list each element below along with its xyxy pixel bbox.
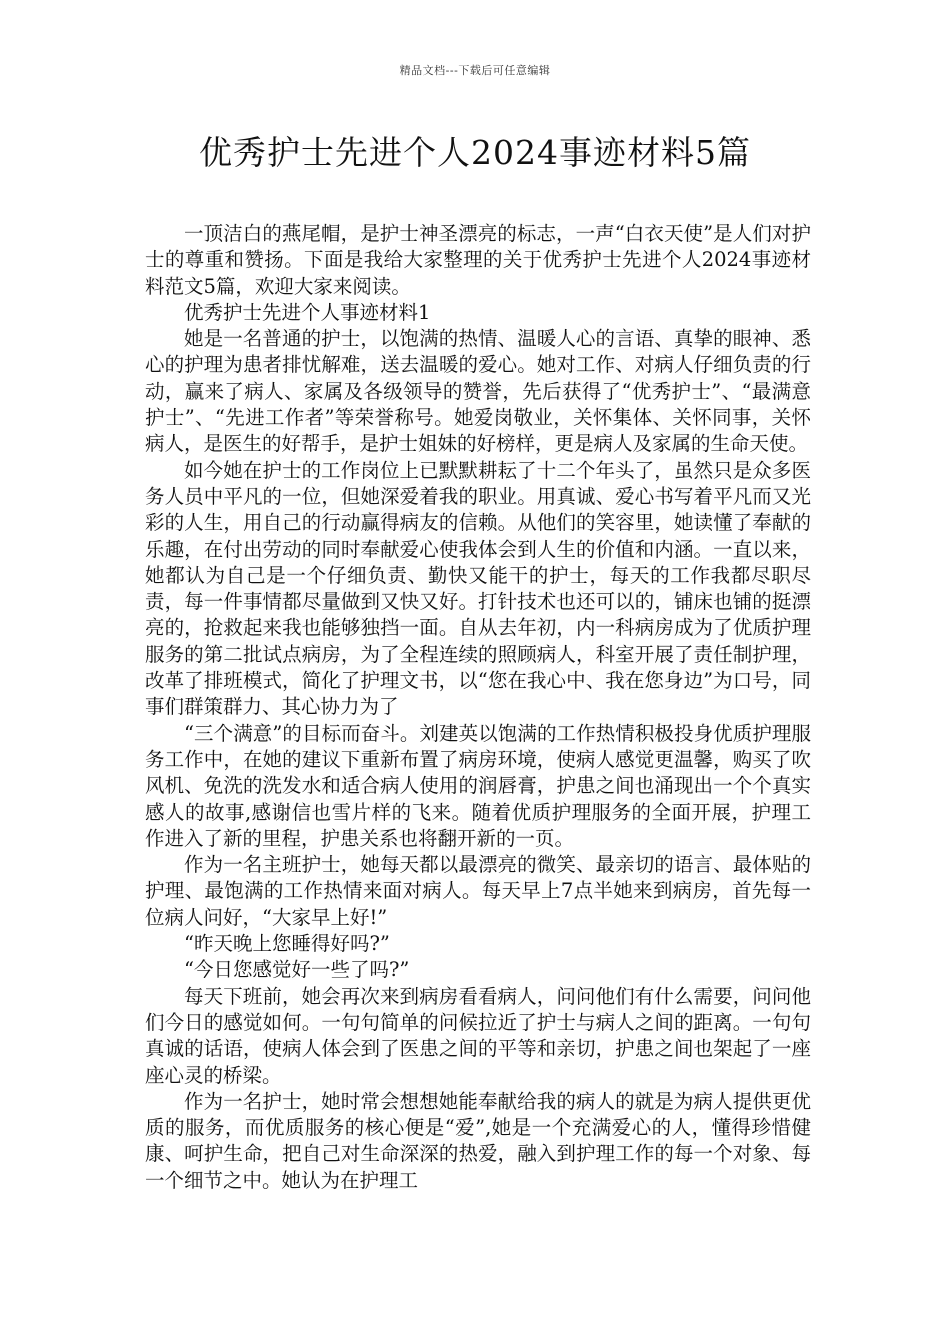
body-paragraph: 作为一名护士，她时常会想想她能奉献给我的病人的就是为病人提供更优质的服务，而优质服务的核心便是“爱”,她是一个充满爱心的人，懂得珍惜健康、呵护生命，把自己对生命深深的热爱，融入到护理工作的每一个对象、每一个细节之中。她认为在护理工 bbox=[145, 1089, 811, 1192]
body-paragraph: 如今她在护士的工作岗位上已默默耕耘了十二个年头了，虽然只是众多医务人员中平凡的一位，但她深爱着我的职业。用真诚、爱心书写着平凡而又光彩的人生，用自己的行动赢得病友的信赖。从他们的笑容里，她读懂了奉献的乐趣，在付出劳动的同时奉献爱心使我体会到人生的价值和内涵。一直以来，她都认为自己是一个仔细负责、勤快又能干的护士，每天的工作我都尽职尽责，每一件事情都尽量做到又快又好。打针技术也还可以的，铺床也铺的挺漂亮的，抢救起来我也能够独挡一面。自从去年初，内一科病房成为了优质护理服务的第二批试点病房，为了全程连续的照顾病人，科室开展了责任制护理，改革了排班模式，简化了护理文书，以“您在我心中、我在您身边”为口号，同事们群策群力、其心协力为了 bbox=[145, 458, 811, 719]
page-header: 精品文档---下载后可任意编辑 bbox=[399, 64, 551, 77]
body-paragraph: 每天下班前，她会再次来到病房看看病人，问问他们有什么需要，问问他们今日的感觉如何。一句句简单的问候拉近了护士与病人之间的距离。一句句真诚的话语，使病人体会到了医患之间的平等和亲切，护患之间也架起了一座座心灵的桥梁。 bbox=[145, 984, 811, 1087]
body-paragraph: “三个满意”的目标而奋斗。刘建英以饱满的工作热情积极投身优质护理服务工作中，在她的建议下重新布置了病房环境，使病人感觉更温馨，购买了吹风机、免洗的洗发水和适合病人使用的润唇膏，护患之间也涌现出一个个真实感人的故事,感谢信也雪片样的飞来。随着优质护理服务的全面开展，护理工作进入了新的里程，护患关系也将翻开新的一页。 bbox=[145, 721, 811, 850]
body-paragraph: 她是一名普通的护士，以饱满的热情、温暖人心的言语、真挚的眼神、悉心的护理为患者排忧解难，送去温暖的爱心。她对工作、对病人仔细负责的行动，赢来了病人、家属及各级领导的赞誉，先后获得了“优秀护士”、“最满意护士”、“先进工作者”等荣誉称号。她爱岗敬业，关怀集体、关怀同事，关怀病人，是医生的好帮手，是护士姐妹的好榜样，更是病人及家属的生命天使。 bbox=[145, 327, 811, 456]
quote-line: “昨天晚上您睡得好吗?” bbox=[184, 932, 390, 956]
section-heading: 优秀护士先进个人事迹材料1 bbox=[184, 300, 431, 324]
intro-paragraph: 一顶洁白的燕尾帽，是护士神圣漂亮的标志，一声“白衣天使”是人们对护士的尊重和赞扬。下面是我给大家整理的关于优秀护士先进个人2024事迹材料范文5篇，欢迎大家来阅读。 bbox=[145, 222, 811, 298]
quote-line: “今日您感觉好一些了吗?” bbox=[184, 958, 410, 982]
document-body bbox=[145, 221, 811, 1194]
body-paragraph: 作为一名主班护士，她每天都以最漂亮的微笑、最亲切的语言、最体贴的护理、最饱满的工作热情来面对病人。每天早上7点半她来到病房，首先每一位病人问好，“大家早上好!” bbox=[145, 853, 811, 929]
document-title: 优秀护士先进个人2024事迹材料5篇 bbox=[199, 133, 751, 172]
